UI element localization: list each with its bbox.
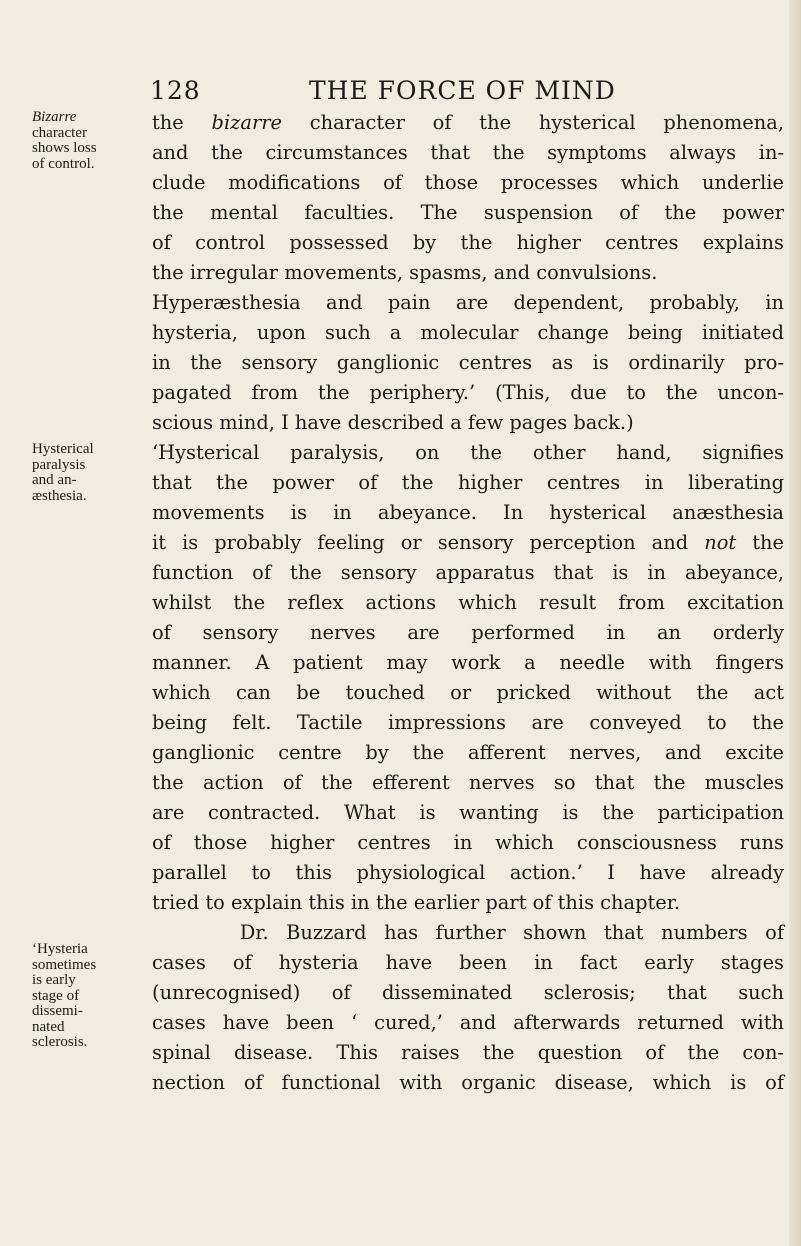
- body-line: [152, 768, 784, 798]
- body-line: [152, 378, 784, 408]
- body-line: [152, 528, 784, 558]
- text-segment: ‘Hysterical paralysis, on the other hand, signifies: [152, 441, 784, 464]
- body-line: [152, 888, 784, 918]
- sidenote-hysterical-paralysis: [32, 442, 132, 504]
- text-segment: movements is in abeyance. In hysterical anæsthesia: [152, 501, 784, 524]
- sidenote-line: æsthesia.: [32, 487, 87, 504]
- text-segment: function of the sensory apparatus that is in abeyance,: [152, 561, 784, 584]
- sidenote-line: and an-: [32, 472, 77, 488]
- body-line: [152, 1068, 784, 1098]
- body-line: [152, 858, 784, 888]
- body-line: [152, 318, 784, 348]
- body-line: [152, 108, 784, 138]
- sidenote-line: Hysterical: [32, 441, 94, 457]
- body-line: [152, 738, 784, 768]
- text-segment: that the power of the higher centres in liberating: [152, 471, 784, 494]
- text-segment: the action of the efferent nerves so that the muscles: [152, 771, 784, 794]
- body-line: [152, 228, 784, 258]
- sidenote-line: nated: [32, 1018, 65, 1035]
- sidenote-line: paralysis: [32, 456, 86, 473]
- body-text: [152, 108, 784, 1098]
- text-segment: the irregular movements, spasms, and convulsions.: [152, 261, 658, 284]
- sidenote-line: of control.: [32, 155, 95, 172]
- body-line: [152, 1008, 784, 1038]
- sidenote-line: ‘Hysteria: [32, 941, 88, 957]
- text-segment: the mental faculties. The suspension of the power: [152, 201, 784, 224]
- text-segment: whilst the reflex actions which result from excitation: [152, 591, 784, 614]
- sidenote-hysteria-sclerosis: [32, 942, 132, 1051]
- text-segment: being felt. Tactile impressions are conveyed to the: [152, 711, 784, 734]
- sidenote-line: shows loss: [32, 140, 97, 156]
- body-line: [152, 138, 784, 168]
- book-title: THE FORCE OF MIND: [309, 76, 616, 105]
- text-segment: of those higher centres in which consciousness runs: [152, 831, 784, 854]
- body-line: [152, 618, 784, 648]
- body-line: [152, 348, 784, 378]
- text-segment: tried to explain this in the earlier part of this chapter.: [152, 891, 681, 914]
- body-line: [152, 288, 784, 318]
- body-line: [152, 438, 784, 468]
- body-line: [152, 468, 784, 498]
- page-edge: [789, 0, 801, 1246]
- body-line: [152, 798, 784, 828]
- body-line: [152, 918, 784, 948]
- text-segment: and the circumstances that the symptoms always in-: [152, 141, 784, 164]
- body-line: [152, 498, 784, 528]
- sidenote-line: dissemi-: [32, 1003, 83, 1019]
- text-segment: cases have been ‘ cured,’ and afterwards returned with: [152, 1011, 784, 1034]
- body-line: [152, 828, 784, 858]
- sidenote-line: sometimes: [32, 956, 97, 973]
- text-segment: the: [736, 531, 784, 554]
- body-line: [152, 588, 784, 618]
- text-segment: manner. A patient may work a needle with fingers: [152, 651, 784, 674]
- text-segment: clude modifications of those processes which underlie: [152, 171, 784, 194]
- sidenote-bizarre-character: [32, 110, 132, 172]
- body-line: [152, 948, 784, 978]
- text-segment: Dr. Buzzard has further shown that numbers of: [152, 921, 784, 944]
- text-segment: pagated from the periphery.’ (This, due to the uncon-: [152, 381, 784, 404]
- text-segment: spinal disease. This raises the question of the con-: [152, 1041, 784, 1064]
- italic-text: bizarre: [211, 111, 282, 134]
- text-segment: it is probably feeling or sensory perception and: [152, 531, 705, 554]
- text-segment: hysteria, upon such a molecular change being initiated: [152, 321, 784, 344]
- body-line: [152, 648, 784, 678]
- body-line: [152, 558, 784, 588]
- text-segment: cases of hysteria have been in fact early stages: [152, 951, 784, 974]
- italic-text: not: [704, 531, 737, 554]
- body-line: [152, 978, 784, 1008]
- sidenote-line: is early: [32, 972, 76, 988]
- text-segment: which can be touched or pricked without the act: [152, 681, 784, 704]
- text-segment: of sensory nerves are performed in an orderly: [152, 621, 784, 644]
- text-segment: scious mind, I have described a few pages back.): [152, 411, 634, 434]
- text-segment: character of the hysterical phenomena,: [281, 111, 784, 134]
- text-segment: in the sensory ganglionic centres as is ordinarily pro-: [152, 351, 784, 374]
- text-segment: parallel to this physiological action.’ I have already: [152, 861, 784, 884]
- sidenote-line: character: [32, 124, 87, 141]
- text-segment: nection of functional with organic disease, which is of: [152, 1071, 784, 1094]
- body-line: [152, 1038, 784, 1068]
- body-line: [152, 258, 784, 288]
- text-segment: Hyperæsthesia and pain are dependent, probably, in: [152, 291, 784, 314]
- text-segment: the: [152, 111, 212, 134]
- body-line: [152, 198, 784, 228]
- sidenote-line: sclerosis.: [32, 1034, 88, 1050]
- body-line: [152, 168, 784, 198]
- body-line: [152, 678, 784, 708]
- text-segment: (unrecognised) of disseminated sclerosis; that such: [152, 981, 784, 1004]
- sidenote-line: stage of: [32, 987, 80, 1004]
- body-line: [152, 708, 784, 738]
- text-segment: ganglionic centre by the afferent nerves, and excite: [152, 741, 784, 764]
- text-segment: of control possessed by the higher centres explains: [152, 231, 784, 254]
- page-number: 128: [150, 76, 201, 105]
- body-line: [152, 408, 784, 438]
- text-segment: are contracted. What is wanting is the participation: [152, 801, 784, 824]
- sidenote-line: Bizarre: [32, 109, 77, 125]
